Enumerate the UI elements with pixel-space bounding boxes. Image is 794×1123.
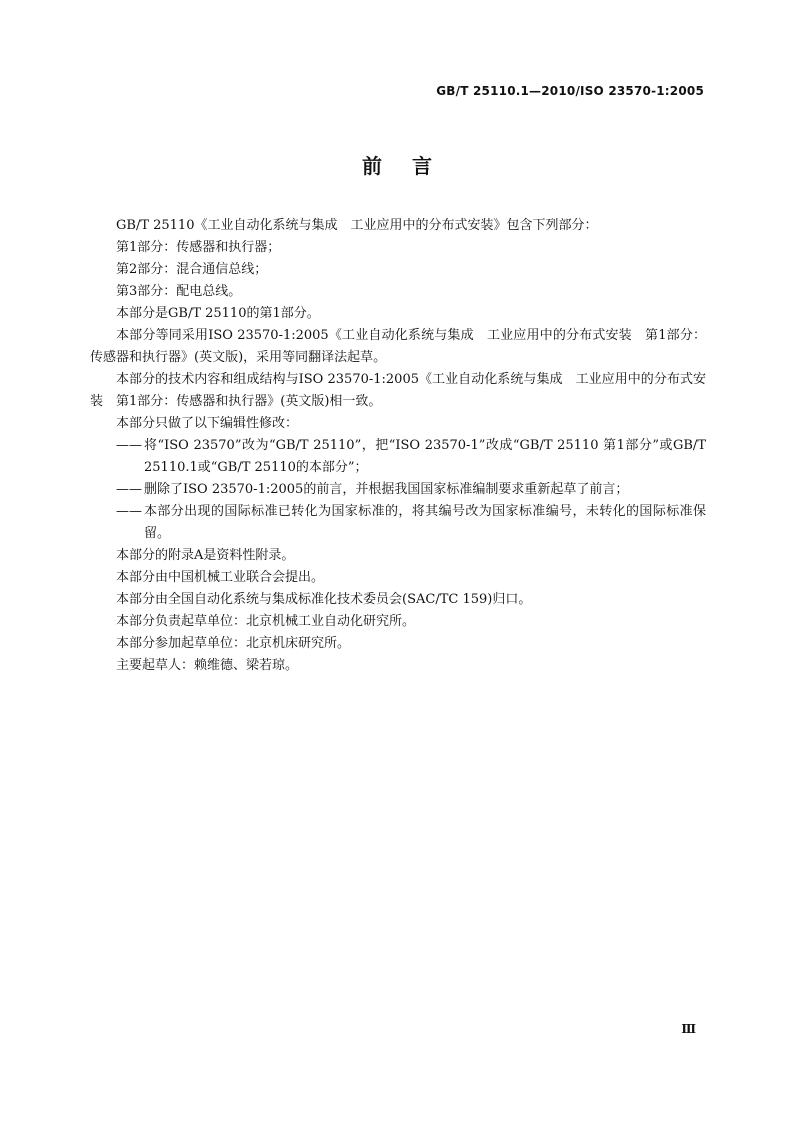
page-title: 前言 xyxy=(362,154,462,178)
edit-text: 本部分出现的国际标准已转化为国家标准的，将其编号改为国家标准编号，未转化的国际标准保留。 xyxy=(144,504,706,541)
foreword-body xyxy=(90,215,706,677)
dash-marker: —— xyxy=(116,482,142,497)
dash-marker: —— xyxy=(116,438,142,453)
edit-list-item xyxy=(90,435,706,479)
paragraph-part-3: 第3部分：配电总线。 xyxy=(116,284,242,299)
paragraph-editorial-changes: 本部分只做了以下编辑性修改： xyxy=(116,416,299,431)
standard-number-header: GB/T 25110.1—2010/ISO 23570-1:2005 xyxy=(436,84,704,98)
paragraph-annex: 本部分的附录A是资料性附录。 xyxy=(116,548,295,563)
dash-marker: —— xyxy=(116,504,142,519)
edit-list-item xyxy=(90,479,706,501)
page-number: Ⅲ xyxy=(681,1022,696,1036)
paragraph-part-2: 第2部分：混合通信总线； xyxy=(116,262,268,277)
paragraph-participating-unit: 本部分参加起草单位：北京机床研究所。 xyxy=(116,636,351,651)
paragraph-part-1: 第1部分：传感器和执行器； xyxy=(116,240,281,255)
paragraph-proposer: 本部分由中国机械工业联合会提出。 xyxy=(116,570,325,585)
paragraph-main-drafters: 主要起草人：赖维德、梁若琼。 xyxy=(116,658,299,673)
paragraph-adoption: 本部分等同采用ISO 23570-1:2005《工业自动化系统与集成 工业应用中的分布式安装 第1部分：传感器和执行器》(英文版)，采用等同翻译法起草。 xyxy=(90,328,706,365)
paragraph-technical-committee: 本部分由全国自动化系统与集成标准化技术委员会(SAC/TC 159)归口。 xyxy=(116,592,532,607)
edit-list-item xyxy=(90,501,706,545)
edit-text: 删除了ISO 23570-1:2005的前言，并根据我国国家标准编制要求重新起草了前言； xyxy=(144,482,629,497)
paragraph-this-part: 本部分是GB/T 25110的第1部分。 xyxy=(116,306,320,321)
paragraph-technical-content: 本部分的技术内容和组成结构与ISO 23570-1:2005《工业自动化系统与集成 工业应用中的分布式安装 第1部分：传感器和执行器》(英文版)相一致。 xyxy=(90,372,706,409)
paragraph-lead-drafting-unit: 本部分负责起草单位：北京机械工业自动化研究所。 xyxy=(116,614,416,629)
edit-text: 将“ISO 23570”改为“GB/T 25110”，把“ISO 23570-1”改成“GB/T 25110 第1部分”或GB/T 25110.1或“GB/T 25110的本部分”； xyxy=(144,438,706,475)
paragraph-intro: GB/T 25110《工业自动化系统与集成 工业应用中的分布式安装》包含下列部分： xyxy=(116,218,598,233)
